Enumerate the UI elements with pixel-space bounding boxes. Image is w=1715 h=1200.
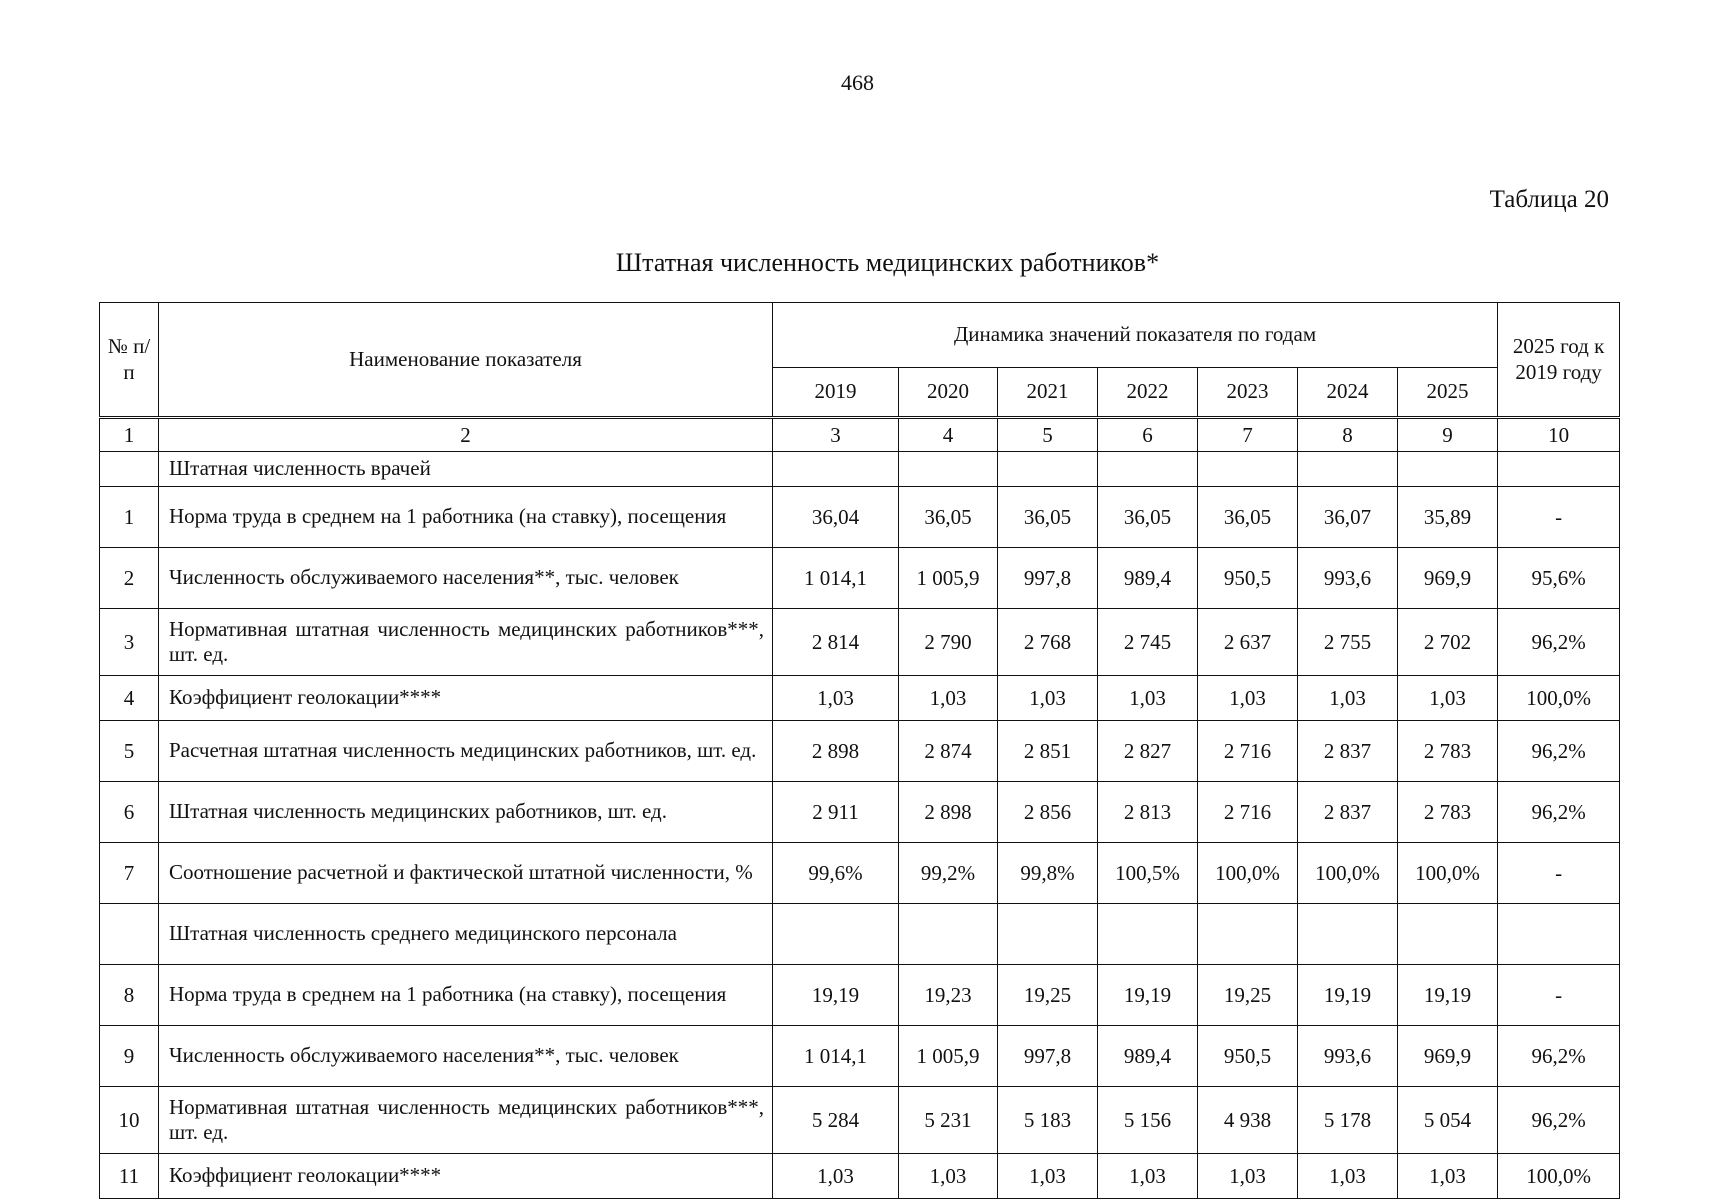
value-cell-2019: 2 911 — [773, 782, 899, 843]
value-cell-2022: 5 156 — [1098, 1087, 1198, 1154]
value-cell-2025: 100,0% — [1398, 843, 1498, 904]
value-cell-2023: 100,0% — [1198, 843, 1298, 904]
column-number-cell: 4 — [899, 418, 998, 452]
value-cell-2020: 5 231 — [899, 1087, 998, 1154]
value-cell-2022: 1,03 — [1098, 1154, 1198, 1199]
staffing-table — [99, 302, 1620, 1199]
header-year-2022: 2022 — [1098, 368, 1198, 418]
header-year-2023: 2023 — [1198, 368, 1298, 418]
column-number-cell: 10 — [1498, 418, 1620, 452]
table-row — [100, 548, 1620, 609]
indicator-name-cell: Коэффициент геолокации**** — [159, 1154, 773, 1199]
value-cell-2020: 2 790 — [899, 609, 998, 676]
row-number-cell: 6 — [100, 782, 159, 843]
value-cell-2019: 5 284 — [773, 1087, 899, 1154]
table-row — [100, 609, 1620, 676]
value-cell-2021: 99,8% — [998, 843, 1098, 904]
value-cell-2023: 36,05 — [1198, 487, 1298, 548]
value-cell-2024: 19,19 — [1298, 965, 1398, 1026]
table-row — [100, 721, 1620, 782]
value-cell-2024: 993,6 — [1298, 548, 1398, 609]
header-dynamics: Динамика значений показателя по годам — [773, 303, 1498, 368]
indicator-name-cell: Нормативная штатная численность медицинских работников***, шт. ед. — [159, 1087, 773, 1154]
row-number-cell: 8 — [100, 965, 159, 1026]
value-cell-2019: 1 014,1 — [773, 548, 899, 609]
value-cell-2024: 2 755 — [1298, 609, 1398, 676]
ratio-cell: 96,2% — [1498, 609, 1620, 676]
value-cell-2023: 2 716 — [1198, 782, 1298, 843]
value-cell-2022: 989,4 — [1098, 1026, 1198, 1087]
empty-cell — [1198, 452, 1298, 487]
column-number-cell: 2 — [159, 418, 773, 452]
value-cell-2021: 2 856 — [998, 782, 1098, 843]
row-number-cell: 5 — [100, 721, 159, 782]
value-cell-2025: 2 702 — [1398, 609, 1498, 676]
row-number-cell: 2 — [100, 548, 159, 609]
indicator-name-cell: Норма труда в среднем на 1 работника (на ставку), посещения — [159, 487, 773, 548]
header-year-2024: 2024 — [1298, 368, 1398, 418]
row-number-cell — [100, 904, 159, 965]
value-cell-2024: 5 178 — [1298, 1087, 1398, 1154]
indicator-name-cell: Соотношение расчетной и фактической штатной численности, % — [159, 843, 773, 904]
ratio-cell: 96,2% — [1498, 1026, 1620, 1087]
value-cell-2024: 2 837 — [1298, 721, 1398, 782]
empty-cell — [998, 452, 1098, 487]
value-cell-2021: 2 851 — [998, 721, 1098, 782]
section-title: Штатная численность среднего медицинского персонала — [159, 904, 773, 965]
value-cell-2019: 2 898 — [773, 721, 899, 782]
table-row — [100, 1026, 1620, 1087]
value-cell-2021: 1,03 — [998, 676, 1098, 721]
value-cell-2021: 2 768 — [998, 609, 1098, 676]
indicator-name-cell: Численность обслуживаемого населения**, тыс. человек — [159, 548, 773, 609]
value-cell-2021: 36,05 — [998, 487, 1098, 548]
value-cell-2025: 5 054 — [1398, 1087, 1498, 1154]
empty-cell — [1398, 452, 1498, 487]
value-cell-2019: 99,6% — [773, 843, 899, 904]
value-cell-2020: 1 005,9 — [899, 1026, 998, 1087]
value-cell-2023: 1,03 — [1198, 1154, 1298, 1199]
empty-cell — [1098, 904, 1198, 965]
ratio-cell: - — [1498, 965, 1620, 1026]
empty-cell — [1498, 452, 1620, 487]
row-number-cell: 1 — [100, 487, 159, 548]
value-cell-2019: 36,04 — [773, 487, 899, 548]
value-cell-2022: 2 813 — [1098, 782, 1198, 843]
ratio-cell: 96,2% — [1498, 782, 1620, 843]
value-cell-2020: 19,23 — [899, 965, 998, 1026]
column-number-cell: 3 — [773, 418, 899, 452]
header-year-2020: 2020 — [899, 368, 998, 418]
value-cell-2022: 1,03 — [1098, 676, 1198, 721]
indicator-name-cell: Расчетная штатная численность медицинских работников, шт. ед. — [159, 721, 773, 782]
value-cell-2023: 2 716 — [1198, 721, 1298, 782]
header-year-2021: 2021 — [998, 368, 1098, 418]
ratio-cell: 96,2% — [1498, 1087, 1620, 1154]
ratio-cell: 95,6% — [1498, 548, 1620, 609]
header-name-col: Наименование показателя — [159, 303, 773, 418]
ratio-cell: 96,2% — [1498, 721, 1620, 782]
value-cell-2025: 969,9 — [1398, 548, 1498, 609]
value-cell-2019: 19,19 — [773, 965, 899, 1026]
ratio-cell: 100,0% — [1498, 1154, 1620, 1199]
table-row — [100, 1154, 1620, 1199]
column-number-cell: 5 — [998, 418, 1098, 452]
value-cell-2024: 1,03 — [1298, 1154, 1398, 1199]
table-title: Штатная численность медицинских работников* — [615, 248, 1160, 277]
header-ratio-col: 2025 год к 2019 году — [1498, 303, 1620, 418]
value-cell-2022: 36,05 — [1098, 487, 1198, 548]
value-cell-2021: 19,25 — [998, 965, 1098, 1026]
empty-cell — [899, 904, 998, 965]
value-cell-2023: 950,5 — [1198, 548, 1298, 609]
empty-cell — [1098, 452, 1198, 487]
value-cell-2020: 1 005,9 — [899, 548, 998, 609]
value-cell-2025: 35,89 — [1398, 487, 1498, 548]
empty-cell — [899, 452, 998, 487]
empty-cell — [773, 904, 899, 965]
value-cell-2019: 1,03 — [773, 676, 899, 721]
value-cell-2024: 100,0% — [1298, 843, 1398, 904]
row-number-cell: 7 — [100, 843, 159, 904]
indicator-name-cell: Коэффициент геолокации**** — [159, 676, 773, 721]
section-title: Штатная численность врачей — [159, 452, 773, 487]
value-cell-2022: 2 827 — [1098, 721, 1198, 782]
page-number: 468 — [841, 70, 874, 95]
value-cell-2020: 2 874 — [899, 721, 998, 782]
table-body — [100, 418, 1620, 1199]
row-number-cell: 10 — [100, 1087, 159, 1154]
value-cell-2021: 997,8 — [998, 548, 1098, 609]
empty-cell — [1298, 452, 1398, 487]
table-row — [100, 782, 1620, 843]
value-cell-2021: 997,8 — [998, 1026, 1098, 1087]
row-number-cell: 11 — [100, 1154, 159, 1199]
table-row — [100, 1087, 1620, 1154]
empty-cell — [773, 452, 899, 487]
column-numbers-row — [100, 418, 1620, 452]
value-cell-2022: 989,4 — [1098, 548, 1198, 609]
column-number-cell: 8 — [1298, 418, 1398, 452]
empty-cell — [1498, 904, 1620, 965]
indicator-name-cell: Штатная численность медицинских работников, шт. ед. — [159, 782, 773, 843]
value-cell-2020: 1,03 — [899, 1154, 998, 1199]
value-cell-2024: 993,6 — [1298, 1026, 1398, 1087]
header-year-2025: 2025 — [1398, 368, 1498, 418]
value-cell-2019: 2 814 — [773, 609, 899, 676]
table-row — [100, 965, 1620, 1026]
empty-cell — [1198, 904, 1298, 965]
value-cell-2025: 19,19 — [1398, 965, 1498, 1026]
empty-cell — [1298, 904, 1398, 965]
value-cell-2025: 1,03 — [1398, 676, 1498, 721]
value-cell-2025: 2 783 — [1398, 782, 1498, 843]
value-cell-2021: 1,03 — [998, 1154, 1098, 1199]
column-number-cell: 1 — [100, 418, 159, 452]
table-row — [100, 676, 1620, 721]
row-number-cell: 3 — [100, 609, 159, 676]
value-cell-2019: 1 014,1 — [773, 1026, 899, 1087]
value-cell-2022: 19,19 — [1098, 965, 1198, 1026]
table-row — [100, 843, 1620, 904]
column-number-cell: 7 — [1198, 418, 1298, 452]
value-cell-2023: 2 637 — [1198, 609, 1298, 676]
value-cell-2020: 36,05 — [899, 487, 998, 548]
ratio-cell: - — [1498, 487, 1620, 548]
table-row — [100, 487, 1620, 548]
value-cell-2024: 1,03 — [1298, 676, 1398, 721]
value-cell-2024: 2 837 — [1298, 782, 1398, 843]
value-cell-2022: 100,5% — [1098, 843, 1198, 904]
value-cell-2019: 1,03 — [773, 1154, 899, 1199]
column-number-cell: 9 — [1398, 418, 1498, 452]
value-cell-2023: 1,03 — [1198, 676, 1298, 721]
ratio-cell: 100,0% — [1498, 676, 1620, 721]
header-year-2019: 2019 — [773, 368, 899, 418]
value-cell-2020: 1,03 — [899, 676, 998, 721]
staffing-table-container — [99, 302, 1619, 1199]
section-row — [100, 452, 1620, 487]
value-cell-2024: 36,07 — [1298, 487, 1398, 548]
indicator-name-cell: Численность обслуживаемого населения**, тыс. человек — [159, 1026, 773, 1087]
row-number-cell — [100, 452, 159, 487]
value-cell-2023: 950,5 — [1198, 1026, 1298, 1087]
value-cell-2025: 1,03 — [1398, 1154, 1498, 1199]
header-num-col: № п/п — [100, 303, 159, 418]
value-cell-2022: 2 745 — [1098, 609, 1198, 676]
empty-cell — [998, 904, 1098, 965]
value-cell-2025: 969,9 — [1398, 1026, 1498, 1087]
value-cell-2021: 5 183 — [998, 1087, 1098, 1154]
row-number-cell: 9 — [100, 1026, 159, 1087]
value-cell-2025: 2 783 — [1398, 721, 1498, 782]
value-cell-2023: 4 938 — [1198, 1087, 1298, 1154]
ratio-cell: - — [1498, 843, 1620, 904]
section-row — [100, 904, 1620, 965]
empty-cell — [1398, 904, 1498, 965]
indicator-name-cell: Норма труда в среднем на 1 работника (на ставку), посещения — [159, 965, 773, 1026]
value-cell-2020: 2 898 — [899, 782, 998, 843]
indicator-name-cell: Нормативная штатная численность медицинских работников***, шт. ед. — [159, 609, 773, 676]
table-label: Таблица 20 — [1489, 186, 1609, 213]
value-cell-2023: 19,25 — [1198, 965, 1298, 1026]
row-number-cell: 4 — [100, 676, 159, 721]
value-cell-2020: 99,2% — [899, 843, 998, 904]
column-number-cell: 6 — [1098, 418, 1198, 452]
